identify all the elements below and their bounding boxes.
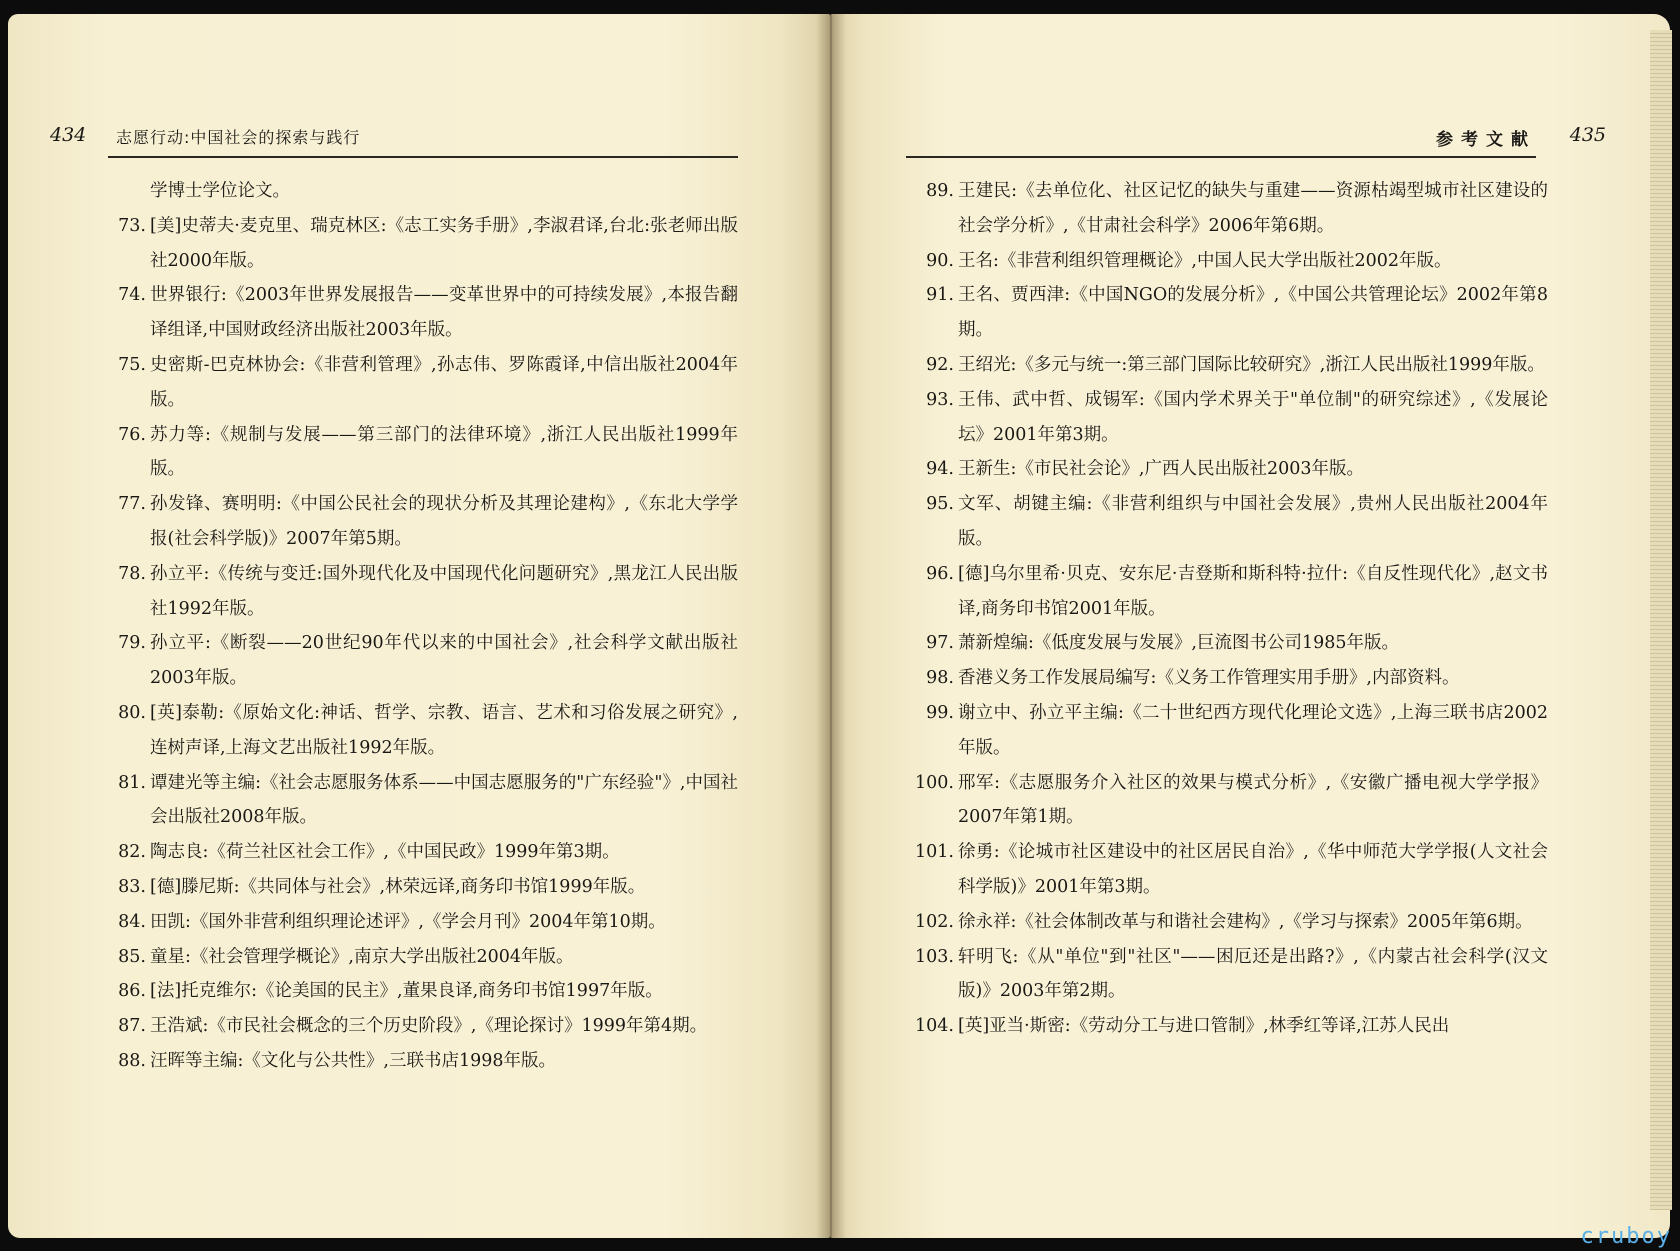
reference-number: 96. xyxy=(926,563,954,584)
reference-number: 98. xyxy=(926,668,954,689)
reference-text: 王伟、武中哲、成锡军:《国内学术界关于"单位制"的研究综述》,《发展论坛》2001年第3期。 xyxy=(958,389,1548,445)
reference-item xyxy=(98,278,738,348)
reference-text: 王绍光:《多元与统一:第三部门国际比较研究》,浙江人民出版社1999年版。 xyxy=(958,354,1545,375)
continuation-line: 学博士学位论文。 xyxy=(150,181,290,201)
right-running-head xyxy=(906,124,1606,158)
reference-item xyxy=(906,1009,1548,1044)
reference-number: 91. xyxy=(926,285,954,306)
watermark: cruboy xyxy=(1580,1224,1672,1249)
reference-item xyxy=(906,766,1548,836)
left-header-rule xyxy=(108,156,738,158)
reference-item xyxy=(906,905,1548,940)
reference-item xyxy=(98,418,738,488)
reference-item xyxy=(906,696,1548,766)
reference-number: 97. xyxy=(926,633,954,654)
reference-text: 徐勇:《论城市社区建设中的社区居民自治》,《华中师范大学学报(人文社会科学版)》2001年第3期。 xyxy=(958,842,1548,897)
reference-item xyxy=(98,696,738,766)
reference-number: 90. xyxy=(926,250,954,271)
reference-item xyxy=(906,487,1548,557)
reference-item xyxy=(906,174,1548,244)
page-edge xyxy=(1650,30,1672,1210)
reference-item xyxy=(98,1009,738,1044)
reference-item xyxy=(906,383,1548,453)
reference-item xyxy=(98,209,738,279)
reference-text: 王浩斌:《市民社会概念的三个历史阶段》,《理论探讨》1999年第4期。 xyxy=(150,1016,708,1037)
book-gutter xyxy=(816,14,846,1238)
reference-number: 100. xyxy=(915,772,954,793)
reference-text: 邢军:《志愿服务介入社区的效果与模式分析》,《安徽广播电视大学学报》2007年第1期。 xyxy=(958,772,1548,828)
reference-number: 104. xyxy=(915,1016,954,1037)
reference-number: 85. xyxy=(118,946,146,967)
reference-text: 汪晖等主编:《文化与公共性》,三联书店1998年版。 xyxy=(150,1050,556,1071)
reference-item xyxy=(906,278,1548,348)
reference-text: 孙立平:《传统与变迁:国外现代化及中国现代化问题研究》,黑龙江人民出版社1992年版。 xyxy=(150,563,738,619)
reference-item xyxy=(98,940,738,975)
reference-number: 95. xyxy=(926,494,954,515)
reference-number: 101. xyxy=(915,842,954,863)
left-page xyxy=(8,14,830,1238)
left-reference-list xyxy=(98,174,738,1079)
reference-number: 99. xyxy=(926,702,954,723)
reference-number: 73. xyxy=(118,215,146,236)
reference-number: 89. xyxy=(926,181,954,201)
reference-number: 76. xyxy=(118,424,146,445)
reference-text: 徐永祥:《社会体制改革与和谐社会建构》,《学习与探索》2005年第6期。 xyxy=(958,911,1533,932)
reference-text: 孙立平:《断裂——20世纪90年代以来的中国社会》,社会科学文献出版社2003年版。 xyxy=(150,633,738,689)
right-page xyxy=(830,14,1670,1238)
reference-number: 94. xyxy=(926,459,954,480)
reference-text: [美]史蒂夫·麦克里、瑞克林区:《志工实务手册》,李淑君译,台北:张老师出版社2000年版。 xyxy=(150,215,738,271)
reference-number: 75. xyxy=(118,354,146,375)
reference-item xyxy=(98,905,738,940)
reference-number: 78. xyxy=(118,563,146,584)
reference-text: [英]泰勒:《原始文化:神话、哲学、宗教、语言、艺术和习俗发展之研究》,连树声译,上海文艺出版社1992年版。 xyxy=(150,702,738,758)
reference-item xyxy=(98,1044,738,1079)
right-page-number: 435 xyxy=(1569,124,1606,146)
reference-text: 孙发锋、赛明明:《中国公民社会的现状分析及其理论建构》,《东北大学学报(社会科学版)》2007年第5期。 xyxy=(150,494,738,549)
reference-text: 童星:《社会管理学概论》,南京大学出版社2004年版。 xyxy=(150,946,574,967)
reference-text: 苏力等:《规制与发展——第三部门的法律环境》,浙江人民出版社1999年版。 xyxy=(150,424,738,480)
right-header-rule xyxy=(906,156,1536,158)
reference-text: 谢立中、孙立平主编:《二十世纪西方现代化理论文选》,上海三联书店2002年版。 xyxy=(958,702,1548,758)
reference-number: 88. xyxy=(118,1050,146,1071)
reference-number: 103. xyxy=(915,946,954,967)
right-reference-list xyxy=(906,174,1548,1044)
reference-number: 84. xyxy=(118,911,146,932)
reference-item xyxy=(906,835,1548,905)
reference-text: 萧新煌编:《低度发展与发展》,巨流图书公司1985年版。 xyxy=(958,633,1399,654)
reference-item xyxy=(98,557,738,627)
left-page-number: 434 xyxy=(50,124,87,146)
reference-number: 86. xyxy=(118,981,146,1002)
reference-text: 文军、胡键主编:《非营利组织与中国社会发展》,贵州人民出版社2004年版。 xyxy=(958,494,1548,549)
reference-item xyxy=(906,661,1548,696)
reference-text: [法]托克维尔:《论美国的民主》,董果良译,商务印书馆1997年版。 xyxy=(150,981,663,1002)
reference-text: 香港义务工作发展局编写:《义务工作管理实用手册》,内部资料。 xyxy=(958,668,1460,689)
reference-text: 陶志良:《荷兰社区社会工作》,《中国民政》1999年第3期。 xyxy=(150,842,620,863)
reference-item xyxy=(98,974,738,1009)
reference-item xyxy=(906,452,1548,487)
reference-item xyxy=(98,348,738,418)
reference-text: 王名:《非营利组织管理概论》,中国人民大学出版社2002年版。 xyxy=(958,250,1452,271)
reference-text: 世界银行:《2003年世界发展报告——变革世界中的可持续发展》,本报告翻译组译,中国财政经济出版社2003年版。 xyxy=(150,285,738,341)
reference-number: 92. xyxy=(926,354,954,375)
right-running-title: 参考文献 xyxy=(1436,130,1536,150)
reference-text: 王新生:《市民社会论》,广西人民出版社2003年版。 xyxy=(958,459,1364,480)
reference-number: 77. xyxy=(118,494,146,515)
reference-item xyxy=(906,244,1548,279)
reference-number: 80. xyxy=(118,702,146,723)
reference-item xyxy=(98,835,738,870)
reference-text: 王建民:《去单位化、社区记忆的缺失与重建——资源枯竭型城市社区建设的社会学分析》,《甘肃社会科学》2006年第6期。 xyxy=(958,181,1548,236)
reference-text: 谭建光等主编:《社会志愿服务体系——中国志愿服务的"广东经验"》,中国社会出版社2008年版。 xyxy=(150,772,738,828)
reference-item xyxy=(906,626,1548,661)
reference-text: 王名、贾西津:《中国NGO的发展分析》,《中国公共管理论坛》2002年第8期。 xyxy=(958,285,1548,341)
reference-number: 93. xyxy=(926,389,954,410)
reference-text: 轩明飞:《从"单位"到"社区"——困厄还是出路?》,《内蒙古社会科学(汉文版)》2003年第2期。 xyxy=(958,946,1548,1002)
reference-number: 81. xyxy=(118,772,146,793)
reference-number: 83. xyxy=(118,876,146,897)
reference-item xyxy=(906,940,1548,1010)
reference-number: 87. xyxy=(118,1016,146,1037)
reference-number: 82. xyxy=(118,842,146,863)
reference-text: [德]乌尔里希·贝克、安东尼·吉登斯和斯科特·拉什:《自反性现代化》,赵文书译,商务印书馆2001年版。 xyxy=(958,563,1548,619)
reference-item xyxy=(98,487,738,557)
reference-item xyxy=(98,766,738,836)
reference-text: 田凯:《国外非营利组织理论述评》,《学会月刊》2004年第10期。 xyxy=(150,911,666,932)
reference-text: [德]滕尼斯:《共同体与社会》,林荣远译,商务印书馆1999年版。 xyxy=(150,876,646,897)
reference-text: 史密斯-巴克林协会:《非营利管理》,孙志伟、罗陈霞译,中信出版社2004年版。 xyxy=(150,354,738,410)
reference-text: [英]亚当·斯密:《劳动分工与进口管制》,林季红等译,江苏人民出 xyxy=(958,1016,1450,1037)
reference-item xyxy=(98,870,738,905)
reference-item xyxy=(906,348,1548,383)
reference-number: 79. xyxy=(118,633,146,654)
reference-item xyxy=(906,557,1548,627)
reference-number: 102. xyxy=(915,911,954,932)
left-running-title: 志愿行动:中国社会的探索与践行 xyxy=(116,128,361,147)
reference-number: 74. xyxy=(118,285,146,306)
left-running-head xyxy=(50,124,750,158)
reference-item xyxy=(98,626,738,696)
